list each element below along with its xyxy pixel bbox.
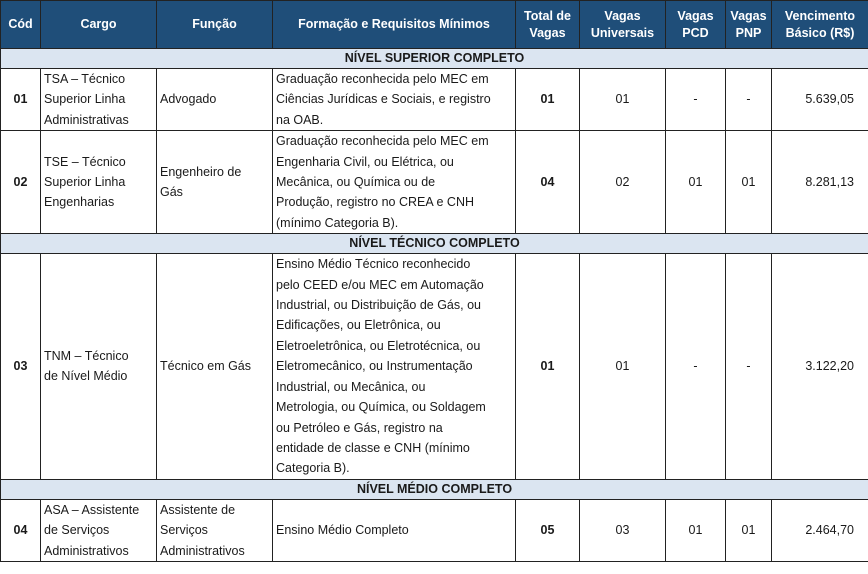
cell-cargo xyxy=(41,499,157,561)
formacao-line: Industrial, ou Mecânica, ou xyxy=(276,379,426,394)
header-universais-line-1: Vagas xyxy=(604,8,641,23)
cargo-line: TSE – Técnico xyxy=(44,154,126,169)
cell-cod: 02 xyxy=(1,131,41,234)
formacao-line: entidade de classe e CNH (mínimo xyxy=(276,440,470,455)
formacao-line: Eletroeletrônica, ou Eletrotécnica, ou xyxy=(276,338,481,353)
cell-cod: 03 xyxy=(1,254,41,479)
table-row xyxy=(1,131,868,234)
cell-vagas-universais: 01 xyxy=(580,254,666,479)
cargo-line: Superior Linha xyxy=(44,175,126,190)
cell-vagas-universais: 02 xyxy=(580,131,666,234)
formacao-line: Engenharia Civil, ou Elétrica, ou xyxy=(276,154,454,169)
cell-cargo xyxy=(41,69,157,131)
cell-total-vagas: 01 xyxy=(516,69,580,131)
table-row xyxy=(1,69,868,131)
cargo-line: Superior Linha xyxy=(44,92,126,107)
cell-total-vagas: 04 xyxy=(516,131,580,234)
header-total-line-2: Vagas xyxy=(529,25,566,40)
formacao-line: (mínimo Categoria B). xyxy=(276,215,399,230)
cell-funcao xyxy=(157,69,273,131)
cargo-line: de Nível Médio xyxy=(44,369,128,384)
cell-vagas-pnp: 01 xyxy=(726,499,772,561)
cell-vagas-pcd: - xyxy=(666,69,726,131)
formacao-line: Ensino Médio Técnico reconhecido xyxy=(276,257,471,272)
section-title: NÍVEL TÉCNICO COMPLETO xyxy=(1,234,868,254)
table-body xyxy=(1,49,868,562)
header-row xyxy=(1,1,868,49)
formacao-line: Eletromecânico, ou Instrumentação xyxy=(276,359,473,374)
formacao-line: Industrial, ou Distribuição de Gás, ou xyxy=(276,298,481,313)
header-total-vagas xyxy=(516,1,580,49)
header-vencimento-line-2: Básico (R$) xyxy=(785,25,855,40)
cell-cargo xyxy=(41,254,157,479)
funcao-line: Advogado xyxy=(160,92,217,107)
formacao-line: ou Petróleo e Gás, registro na xyxy=(276,420,443,435)
cell-funcao xyxy=(157,499,273,561)
cargo-line: Administrativas xyxy=(44,112,129,127)
cell-vagas-pcd: - xyxy=(666,254,726,479)
cell-formacao xyxy=(273,254,516,479)
header-cod: Cód xyxy=(1,1,41,49)
cell-vagas-pcd: 01 xyxy=(666,131,726,234)
cell-funcao xyxy=(157,254,273,479)
cargo-line: Administrativos xyxy=(44,543,129,558)
formacao-line: Mecânica, ou Química ou de xyxy=(276,175,436,190)
cell-vencimento: 2.464,70 xyxy=(772,499,868,561)
cell-formacao xyxy=(273,69,516,131)
header-vencimento-line-1: Vencimento xyxy=(784,8,856,23)
header-total-line-1: Total de xyxy=(524,8,571,23)
header-cargo: Cargo xyxy=(41,1,157,49)
funcao-line: Administrativos xyxy=(160,543,245,558)
formacao-line: Ensino Médio Completo xyxy=(276,523,409,538)
header-vagas-pnp xyxy=(726,1,772,49)
cell-vencimento: 5.639,05 xyxy=(772,69,868,131)
cell-vencimento: 3.122,20 xyxy=(772,254,868,479)
header-pcd-line-1: Vagas xyxy=(677,8,714,23)
table-row xyxy=(1,254,868,479)
header-pnp-line-2: PNP xyxy=(735,25,762,40)
formacao-line: Metrologia, ou Química, ou Soldagem xyxy=(276,400,486,415)
header-vencimento xyxy=(772,1,868,49)
section-title: NÍVEL MÉDIO COMPLETO xyxy=(1,479,868,499)
cell-cod: 01 xyxy=(1,69,41,131)
header-pnp-line-1: Vagas xyxy=(730,8,767,23)
formacao-line: pelo CEED e/ou MEC em Automação xyxy=(276,277,484,292)
header-pcd-line-2: PCD xyxy=(682,25,709,40)
cell-vagas-universais: 03 xyxy=(580,499,666,561)
header-funcao: Função xyxy=(157,1,273,49)
formacao-line: Ciências Jurídicas e Sociais, e registro xyxy=(276,92,491,107)
header-formacao: Formação e Requisitos Mínimos xyxy=(273,1,516,49)
cell-vagas-pcd: 01 xyxy=(666,499,726,561)
cell-vencimento: 8.281,13 xyxy=(772,131,868,234)
cell-vagas-pnp: - xyxy=(726,254,772,479)
cargo-line: TNM – Técnico xyxy=(44,349,129,364)
funcao-line: Serviços xyxy=(160,523,208,538)
cell-formacao xyxy=(273,499,516,561)
cargo-line: ASA – Assistente xyxy=(44,502,140,517)
cargo-line: Engenharias xyxy=(44,195,115,210)
cell-total-vagas: 01 xyxy=(516,254,580,479)
cell-vagas-pnp: - xyxy=(726,69,772,131)
section-row xyxy=(1,479,868,499)
header-vagas-pcd xyxy=(666,1,726,49)
cell-vagas-pnp: 01 xyxy=(726,131,772,234)
header-vagas-universais xyxy=(580,1,666,49)
section-row xyxy=(1,49,868,69)
formacao-line: Categoria B). xyxy=(276,461,350,476)
funcao-line: Gás xyxy=(160,185,183,200)
formacao-line: Edificações, ou Eletrônica, ou xyxy=(276,318,441,333)
cell-vagas-universais: 01 xyxy=(580,69,666,131)
formacao-line: Graduação reconhecida pelo MEC em xyxy=(276,134,489,149)
formacao-line: na OAB. xyxy=(276,112,324,127)
funcao-line: Engenheiro de xyxy=(160,164,242,179)
formacao-line: Graduação reconhecida pelo MEC em xyxy=(276,72,489,86)
cell-total-vagas: 05 xyxy=(516,499,580,561)
cargo-line: de Serviços xyxy=(44,523,110,538)
section-title: NÍVEL SUPERIOR COMPLETO xyxy=(1,49,868,69)
funcao-line: Assistente de xyxy=(160,502,236,517)
cell-funcao xyxy=(157,131,273,234)
section-row xyxy=(1,234,868,254)
header-universais-line-2: Universais xyxy=(590,25,655,40)
cargo-line: TSA – Técnico xyxy=(44,72,126,86)
formacao-line: Produção, registro no CREA e CNH xyxy=(276,195,475,210)
cell-cod: 04 xyxy=(1,499,41,561)
funcao-line: Técnico em Gás xyxy=(160,359,252,374)
cell-cargo xyxy=(41,131,157,234)
cell-formacao xyxy=(273,131,516,234)
table-row xyxy=(1,499,868,561)
